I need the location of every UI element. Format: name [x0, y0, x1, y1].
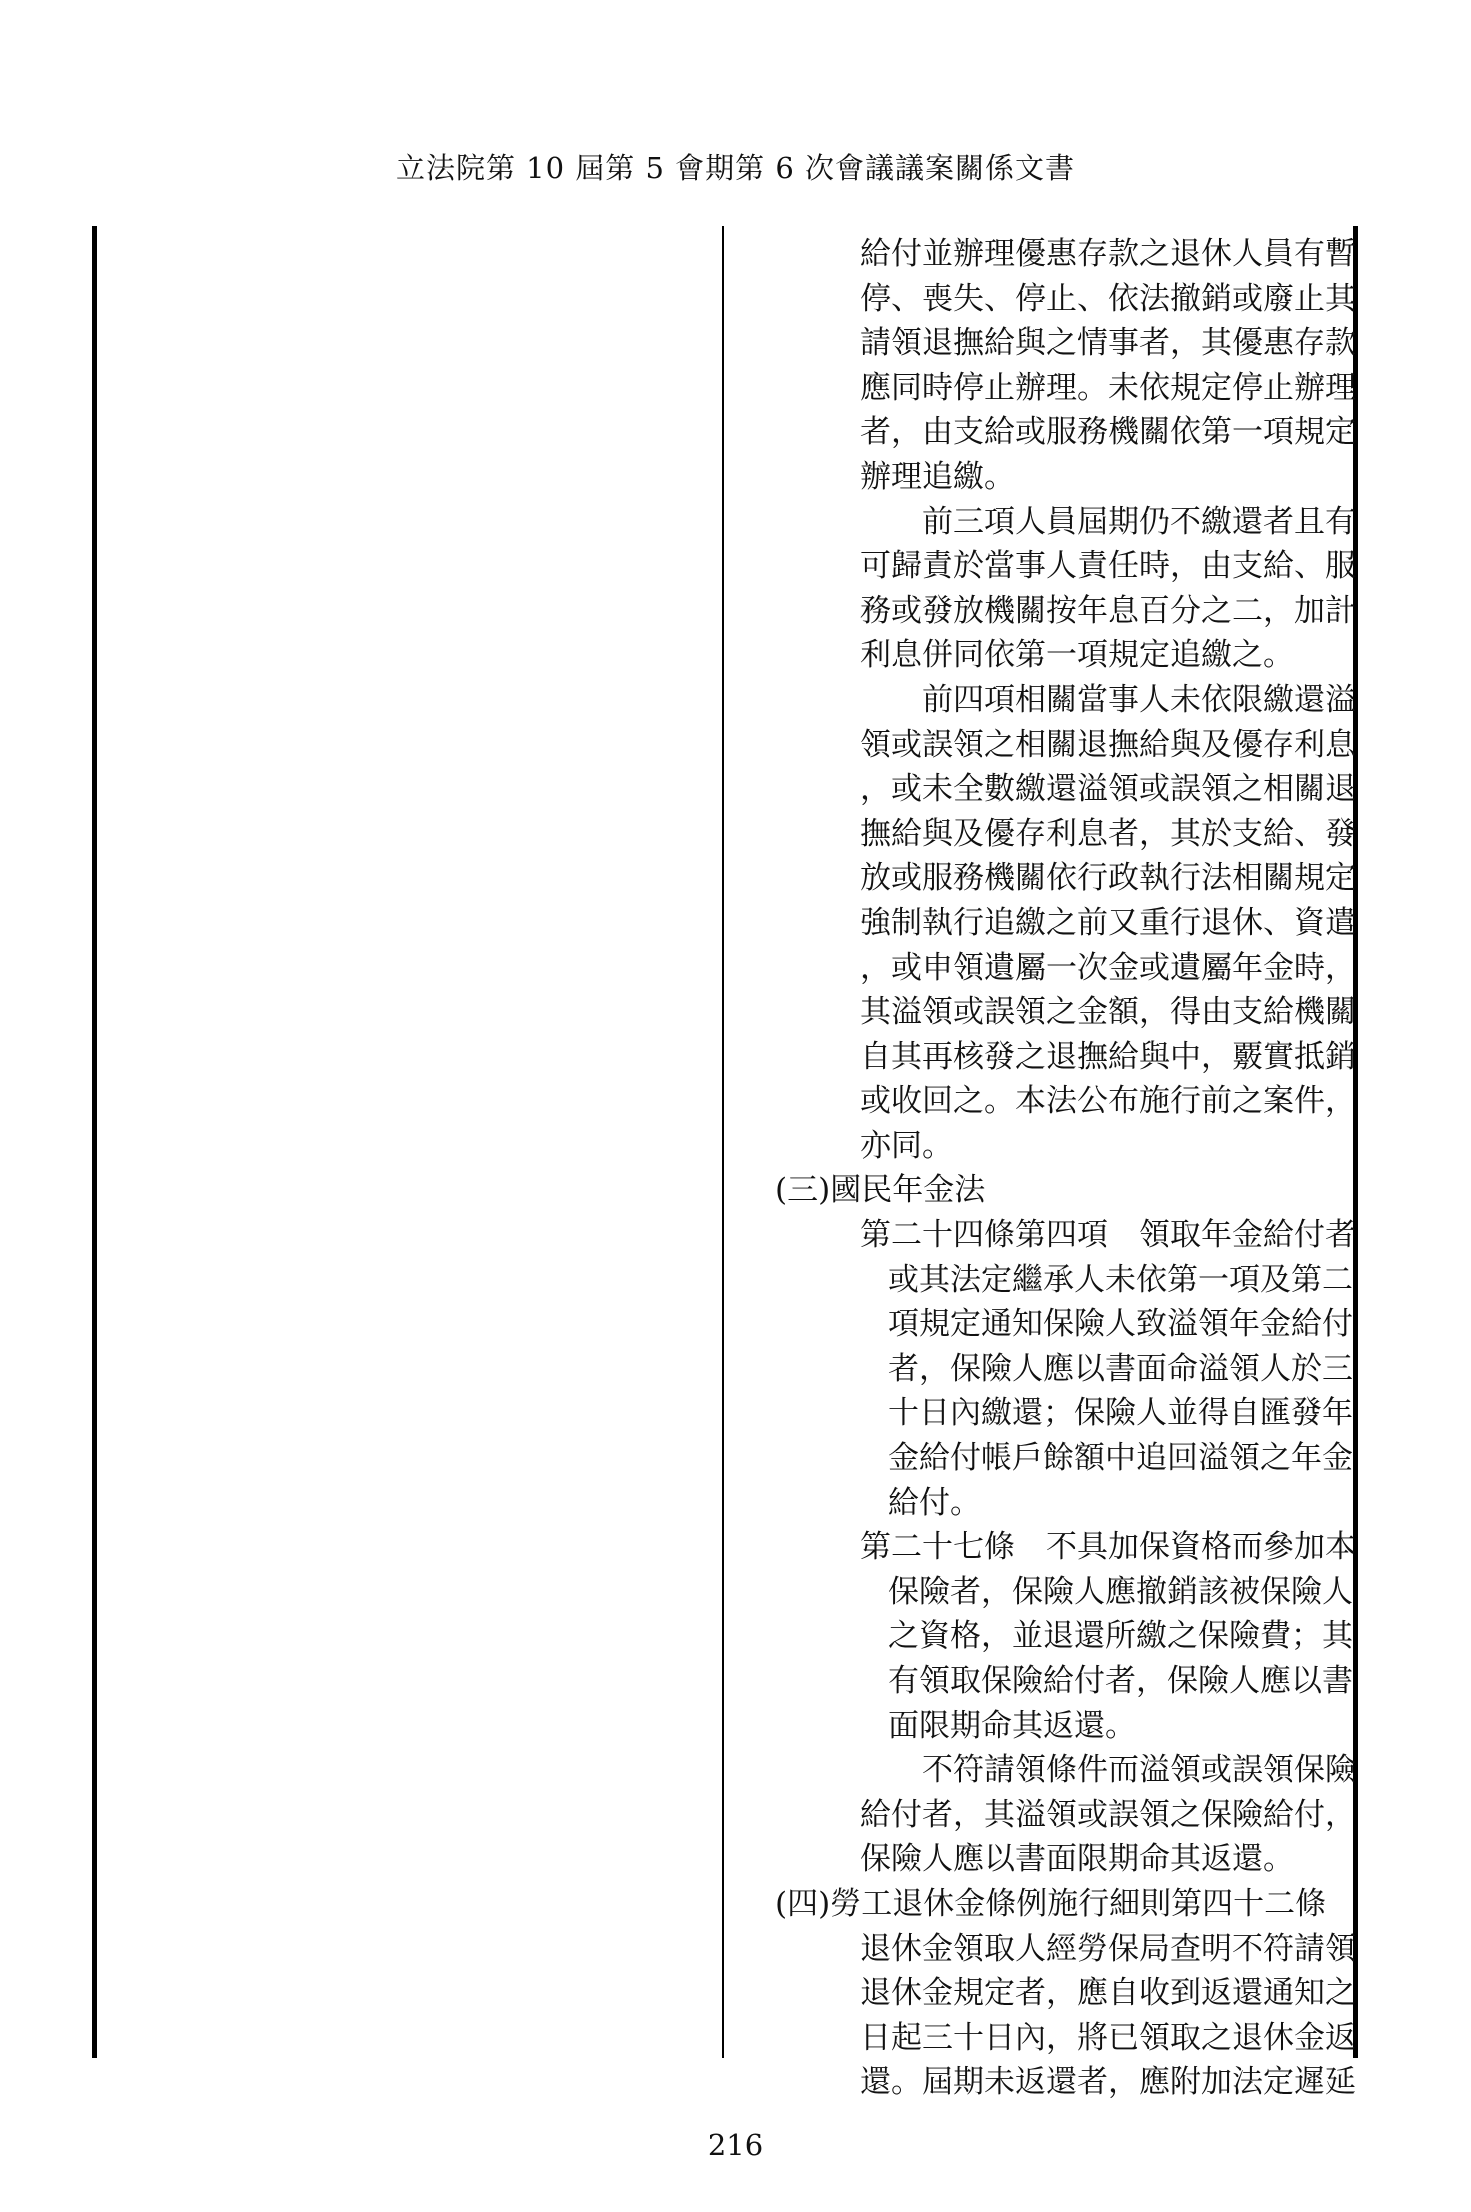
text-line: 保險者，保險人應撤銷該被保險人 — [888, 1573, 1353, 1610]
text-line: 給付。 — [888, 1484, 981, 1521]
article-first-line: 第二十七條 不具加保資格而參加本 — [860, 1529, 1356, 1566]
text-line: 給付者，其溢領或誤領之保險給付， — [860, 1796, 1356, 1833]
text-line: 前三項人員屆期仍不繳還者且有 — [860, 503, 1356, 540]
text-line: 撫給與及優存利息者，其於支給、發 — [860, 815, 1356, 852]
section-4-body — [780, 1927, 1356, 2105]
text-line: 利息併同依第一項規定追繳之。 — [860, 637, 1294, 674]
text-line: 之資格，並退還所繳之保險費；其 — [888, 1618, 1353, 1655]
text-line: ，或未全數繳還溢領或誤領之相關退 — [860, 771, 1356, 808]
text-line: 停、喪失、停止、依法撤銷或廢止其 — [860, 280, 1356, 317]
text-line: 日起三十日內，將已領取之退休金返 — [860, 2019, 1356, 2056]
text-line: 退休金規定者，應自收到返還通知之 — [860, 1975, 1356, 2012]
text-line: 前四項相關當事人未依限繳還溢 — [860, 681, 1356, 718]
right-column-text — [775, 232, 1356, 2105]
section-3-heading: (三)國民年金法 — [775, 1172, 986, 1209]
text-line: 面限期命其返還。 — [888, 1707, 1136, 1744]
text-line: 退休金領取人經勞保局查明不符請領 — [860, 1930, 1356, 1967]
paragraph-continuation — [780, 232, 1356, 500]
text-line: 或收回之。本法公布施行前之案件， — [860, 1083, 1356, 1120]
text-line: 或其法定繼承人未依第一項及第二 — [888, 1261, 1353, 1298]
page-header: 立法院第 10 屆第 5 會期第 6 次會議議案關係文書 — [395, 151, 1076, 185]
text-line: 應同時停止辦理。未依規定停止辦理 — [860, 369, 1356, 406]
text-line: 不符請領條件而溢領或誤領保險 — [860, 1752, 1356, 1789]
text-line: 務或發放機關按年息百分之二，加計 — [860, 592, 1356, 629]
paragraph-offset — [780, 678, 1356, 1169]
section-4-heading: (四)勞工退休金條例施行細則第四十二條 — [775, 1885, 1327, 1922]
article-27 — [780, 1525, 1356, 1882]
text-line: 金給付帳戶餘額中追回溢領之年金 — [888, 1440, 1353, 1477]
text-line: 其溢領或誤領之金額，得由支給機關 — [860, 994, 1356, 1031]
page-number: 216 — [707, 2128, 764, 2162]
article-first-line: 第二十四條第四項 領取年金給付者 — [860, 1217, 1356, 1254]
text-line: 可歸責於當事人責任時，由支給、服 — [860, 548, 1356, 585]
text-line: 領或誤領之相關退撫給與及優存利息 — [860, 726, 1356, 763]
text-line: 放或服務機關依行政執行法相關規定 — [860, 860, 1356, 897]
text-line: 十日內繳還；保險人並得自匯發年 — [888, 1395, 1353, 1432]
text-line: 還。屆期未返還者，應附加法定遲延 — [860, 2064, 1356, 2101]
text-line: 有領取保險給付者，保險人應以書 — [888, 1663, 1353, 1699]
text-line: 給付並辦理優惠存款之退休人員有暫 — [860, 236, 1356, 272]
text-line: 請領退撫給與之情事者，其優惠存款 — [860, 325, 1356, 362]
text-line: 自其再核發之退撫給與中，覈實抵銷 — [860, 1038, 1356, 1075]
text-line: 項規定通知保險人致溢領年金給付 — [888, 1306, 1353, 1343]
text-line: 辦理追繳。 — [860, 458, 1015, 495]
text-line: 亦同。 — [860, 1127, 953, 1164]
text-line: 者，由支給或服務機關依第一項規定 — [860, 414, 1356, 451]
text-line: 保險人應以書面限期命其返還。 — [860, 1841, 1294, 1878]
article-24 — [780, 1213, 1356, 1525]
text-line: ，或申領遺屬一次金或遺屬年金時， — [860, 949, 1356, 986]
column-divider-line — [722, 226, 724, 2058]
text-line: 者，保險人應以書面命溢領人於三 — [888, 1350, 1353, 1387]
left-border-line — [92, 226, 97, 2058]
text-line: 強制執行追繳之前又重行退休、資遣 — [860, 904, 1356, 941]
paragraph-interest — [780, 500, 1356, 678]
